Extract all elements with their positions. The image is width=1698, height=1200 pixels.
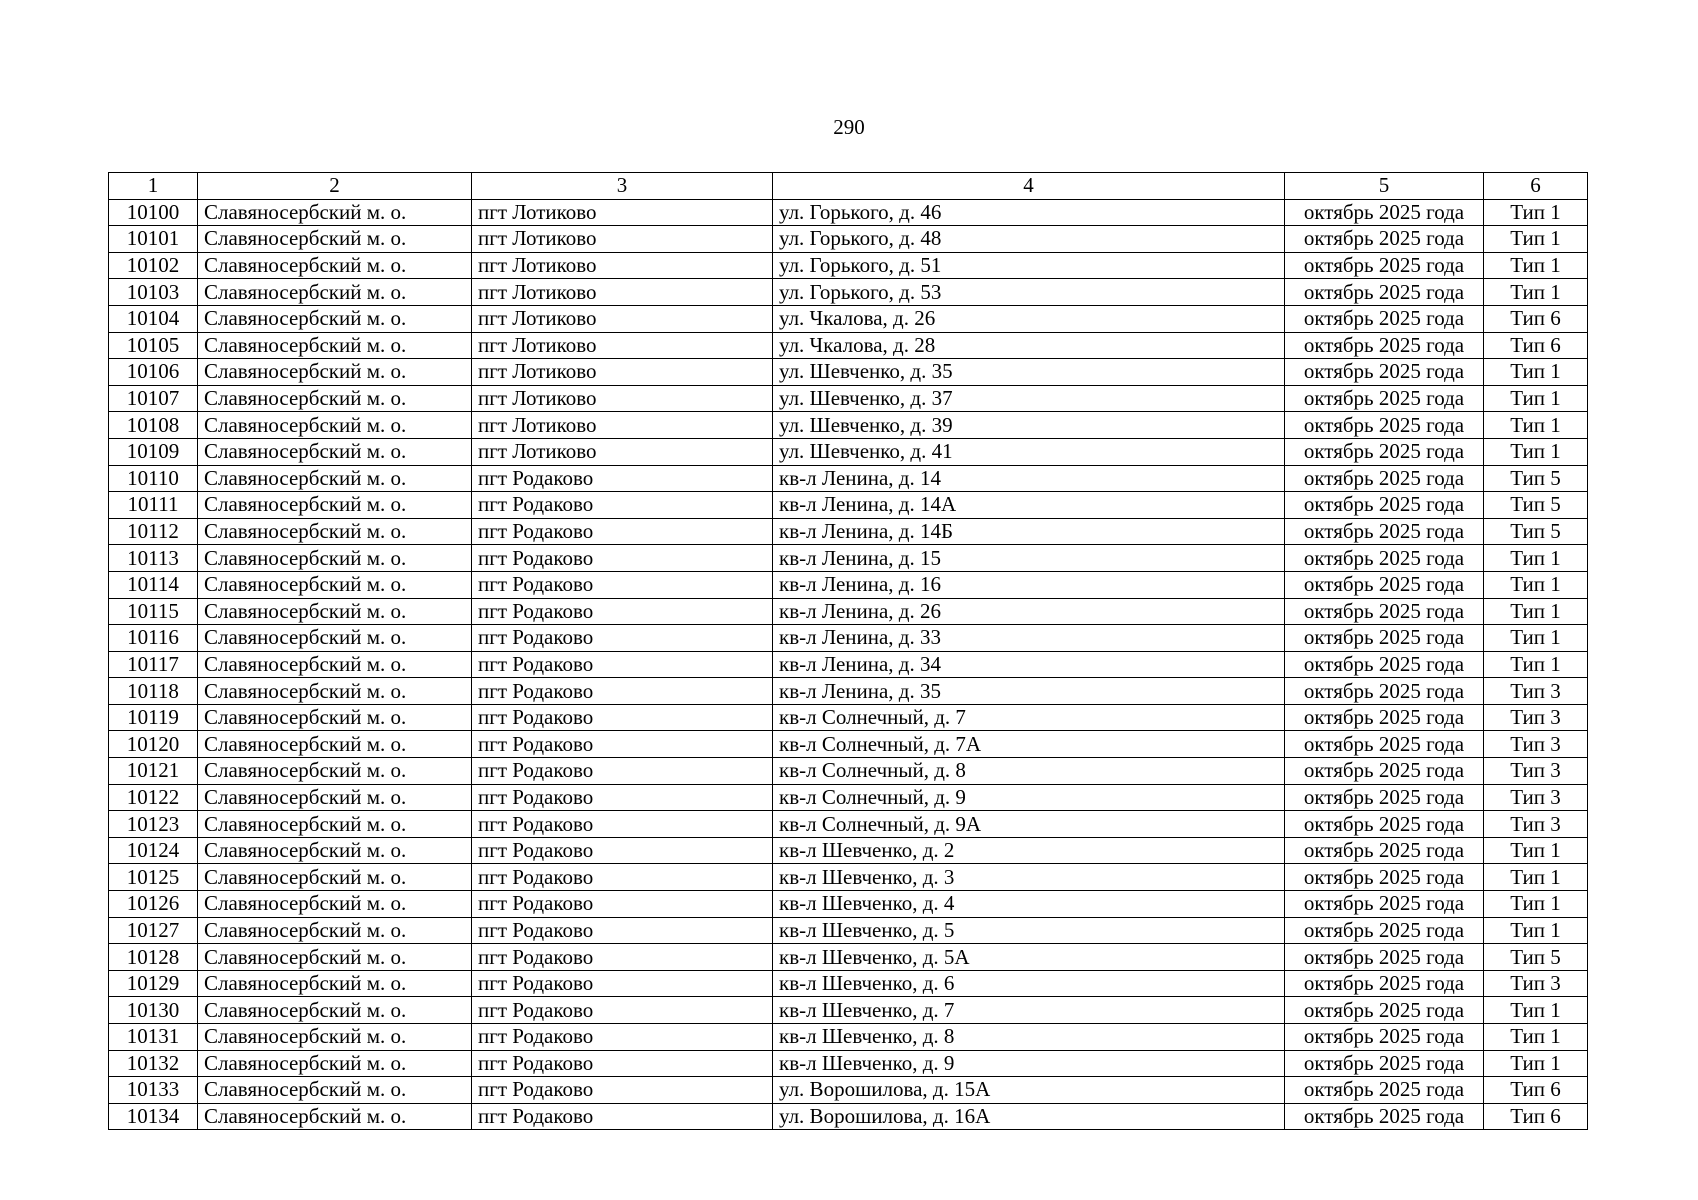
address-cell: кв-л Шевченко, д. 4 (773, 891, 1285, 918)
district-cell: Славяносербский м. о. (198, 199, 472, 226)
settlement-cell: пгт Родаково (472, 1050, 773, 1077)
row-id: 10131 (109, 1024, 198, 1051)
type-cell: Тип 1 (1484, 625, 1588, 652)
row-id: 10123 (109, 811, 198, 838)
type-cell: Тип 1 (1484, 571, 1588, 598)
table-row (109, 917, 1588, 944)
type-cell: Тип 1 (1484, 917, 1588, 944)
district-cell: Славяносербский м. о. (198, 970, 472, 997)
row-id: 10122 (109, 784, 198, 811)
type-cell: Тип 5 (1484, 465, 1588, 492)
settlement-cell: пгт Родаково (472, 465, 773, 492)
table-row (109, 305, 1588, 332)
address-cell: кв-л Шевченко, д. 2 (773, 837, 1285, 864)
date-cell: октябрь 2025 года (1285, 332, 1484, 359)
address-cell: ул. Ворошилова, д. 15А (773, 1077, 1285, 1104)
type-cell: Тип 3 (1484, 784, 1588, 811)
type-cell: Тип 6 (1484, 1103, 1588, 1130)
row-id: 10121 (109, 758, 198, 785)
date-cell: октябрь 2025 года (1285, 279, 1484, 306)
row-id: 10106 (109, 359, 198, 386)
district-cell: Славяносербский м. о. (198, 864, 472, 891)
settlement-cell: пгт Родаково (472, 678, 773, 705)
district-cell: Славяносербский м. о. (198, 332, 472, 359)
table-row (109, 1103, 1588, 1130)
column-number-header: 1 (109, 173, 198, 200)
date-cell: октябрь 2025 года (1285, 438, 1484, 465)
type-cell: Тип 5 (1484, 492, 1588, 519)
settlement-cell: пгт Родаково (472, 1103, 773, 1130)
address-cell: кв-л Ленина, д. 14А (773, 492, 1285, 519)
row-id: 10124 (109, 837, 198, 864)
district-cell: Славяносербский м. о. (198, 252, 472, 279)
date-cell: октябрь 2025 года (1285, 305, 1484, 332)
row-id: 10111 (109, 492, 198, 519)
date-cell: октябрь 2025 года (1285, 944, 1484, 971)
row-id: 10102 (109, 252, 198, 279)
date-cell: октябрь 2025 года (1285, 1050, 1484, 1077)
date-cell: октябрь 2025 года (1285, 704, 1484, 731)
row-id: 10133 (109, 1077, 198, 1104)
row-id: 10134 (109, 1103, 198, 1130)
settlement-cell: пгт Лотиково (472, 332, 773, 359)
settlement-cell: пгт Родаково (472, 731, 773, 758)
table-row (109, 518, 1588, 545)
table-row (109, 385, 1588, 412)
address-cell: ул. Чкалова, д. 28 (773, 332, 1285, 359)
type-cell: Тип 3 (1484, 678, 1588, 705)
date-cell: октябрь 2025 года (1285, 678, 1484, 705)
settlement-cell: пгт Родаково (472, 811, 773, 838)
address-table (108, 172, 1588, 1130)
settlement-cell: пгт Лотиково (472, 385, 773, 412)
row-id: 10119 (109, 704, 198, 731)
address-cell: ул. Шевченко, д. 39 (773, 412, 1285, 439)
settlement-cell: пгт Родаково (472, 598, 773, 625)
date-cell: октябрь 2025 года (1285, 465, 1484, 492)
address-cell: кв-л Солнечный, д. 7 (773, 704, 1285, 731)
row-id: 10132 (109, 1050, 198, 1077)
date-cell: октябрь 2025 года (1285, 784, 1484, 811)
type-cell: Тип 1 (1484, 891, 1588, 918)
table-header-row (109, 173, 1588, 200)
settlement-cell: пгт Лотиково (472, 359, 773, 386)
row-id: 10101 (109, 226, 198, 253)
address-cell: кв-л Солнечный, д. 9А (773, 811, 1285, 838)
table-row (109, 545, 1588, 572)
row-id: 10125 (109, 864, 198, 891)
date-cell: октябрь 2025 года (1285, 1077, 1484, 1104)
date-cell: октябрь 2025 года (1285, 226, 1484, 253)
table-row (109, 837, 1588, 864)
district-cell: Славяносербский м. о. (198, 438, 472, 465)
type-cell: Тип 6 (1484, 305, 1588, 332)
settlement-cell: пгт Родаково (472, 704, 773, 731)
type-cell: Тип 1 (1484, 385, 1588, 412)
type-cell: Тип 1 (1484, 1050, 1588, 1077)
table-row (109, 784, 1588, 811)
settlement-cell: пгт Родаково (472, 758, 773, 785)
table-body (109, 173, 1588, 1130)
row-id: 10105 (109, 332, 198, 359)
address-cell: ул. Горького, д. 53 (773, 279, 1285, 306)
table-row (109, 891, 1588, 918)
district-cell: Славяносербский м. о. (198, 412, 472, 439)
settlement-cell: пгт Родаково (472, 970, 773, 997)
settlement-cell: пгт Родаково (472, 571, 773, 598)
district-cell: Славяносербский м. о. (198, 625, 472, 652)
district-cell: Славяносербский м. о. (198, 837, 472, 864)
district-cell: Славяносербский м. о. (198, 784, 472, 811)
settlement-cell: пгт Родаково (472, 1024, 773, 1051)
district-cell: Славяносербский м. о. (198, 1024, 472, 1051)
table-row (109, 678, 1588, 705)
type-cell: Тип 3 (1484, 731, 1588, 758)
district-cell: Славяносербский м. о. (198, 891, 472, 918)
type-cell: Тип 1 (1484, 837, 1588, 864)
type-cell: Тип 6 (1484, 332, 1588, 359)
address-cell: кв-л Шевченко, д. 8 (773, 1024, 1285, 1051)
table-row (109, 1024, 1588, 1051)
type-cell: Тип 1 (1484, 997, 1588, 1024)
row-id: 10103 (109, 279, 198, 306)
settlement-cell: пгт Родаково (472, 492, 773, 519)
address-cell: кв-л Солнечный, д. 9 (773, 784, 1285, 811)
date-cell: октябрь 2025 года (1285, 385, 1484, 412)
row-id: 10100 (109, 199, 198, 226)
type-cell: Тип 1 (1484, 199, 1588, 226)
settlement-cell: пгт Родаково (472, 1077, 773, 1104)
type-cell: Тип 1 (1484, 279, 1588, 306)
address-cell: кв-л Ленина, д. 15 (773, 545, 1285, 572)
address-cell: кв-л Ленина, д. 14 (773, 465, 1285, 492)
row-id: 10120 (109, 731, 198, 758)
settlement-cell: пгт Лотиково (472, 305, 773, 332)
date-cell: октябрь 2025 года (1285, 598, 1484, 625)
type-cell: Тип 1 (1484, 1024, 1588, 1051)
column-number-header: 2 (198, 173, 472, 200)
settlement-cell: пгт Родаково (472, 545, 773, 572)
address-cell: кв-л Шевченко, д. 7 (773, 997, 1285, 1024)
district-cell: Славяносербский м. о. (198, 811, 472, 838)
settlement-cell: пгт Родаково (472, 997, 773, 1024)
type-cell: Тип 1 (1484, 226, 1588, 253)
address-cell: кв-л Ленина, д. 26 (773, 598, 1285, 625)
district-cell: Славяносербский м. о. (198, 545, 472, 572)
type-cell: Тип 3 (1484, 970, 1588, 997)
table-row (109, 1077, 1588, 1104)
row-id: 10107 (109, 385, 198, 412)
district-cell: Славяносербский м. о. (198, 1077, 472, 1104)
date-cell: октябрь 2025 года (1285, 731, 1484, 758)
row-id: 10104 (109, 305, 198, 332)
row-id: 10115 (109, 598, 198, 625)
row-id: 10118 (109, 678, 198, 705)
type-cell: Тип 3 (1484, 811, 1588, 838)
address-cell: ул. Ворошилова, д. 16А (773, 1103, 1285, 1130)
date-cell: октябрь 2025 года (1285, 518, 1484, 545)
table-row (109, 1050, 1588, 1077)
settlement-cell: пгт Родаково (472, 837, 773, 864)
settlement-cell: пгт Родаково (472, 917, 773, 944)
district-cell: Славяносербский м. о. (198, 598, 472, 625)
table-row (109, 279, 1588, 306)
type-cell: Тип 1 (1484, 651, 1588, 678)
address-cell: ул. Шевченко, д. 37 (773, 385, 1285, 412)
district-cell: Славяносербский м. о. (198, 571, 472, 598)
address-cell: кв-л Ленина, д. 14Б (773, 518, 1285, 545)
district-cell: Славяносербский м. о. (198, 385, 472, 412)
page-number: 290 (833, 115, 865, 139)
column-number-header: 4 (773, 173, 1285, 200)
row-id: 10116 (109, 625, 198, 652)
district-cell: Славяносербский м. о. (198, 305, 472, 332)
address-cell: ул. Чкалова, д. 26 (773, 305, 1285, 332)
date-cell: октябрь 2025 года (1285, 997, 1484, 1024)
settlement-cell: пгт Родаково (472, 891, 773, 918)
settlement-cell: пгт Родаково (472, 944, 773, 971)
table-row (109, 731, 1588, 758)
address-cell: кв-л Шевченко, д. 3 (773, 864, 1285, 891)
settlement-cell: пгт Родаково (472, 625, 773, 652)
type-cell: Тип 1 (1484, 438, 1588, 465)
address-cell: кв-л Шевченко, д. 5 (773, 917, 1285, 944)
district-cell: Славяносербский м. о. (198, 1103, 472, 1130)
date-cell: октябрь 2025 года (1285, 970, 1484, 997)
district-cell: Славяносербский м. о. (198, 651, 472, 678)
date-cell: октябрь 2025 года (1285, 625, 1484, 652)
address-cell: ул. Шевченко, д. 41 (773, 438, 1285, 465)
type-cell: Тип 1 (1484, 598, 1588, 625)
district-cell: Славяносербский м. о. (198, 279, 472, 306)
date-cell: октябрь 2025 года (1285, 571, 1484, 598)
address-cell: ул. Шевченко, д. 35 (773, 359, 1285, 386)
settlement-cell: пгт Лотиково (472, 438, 773, 465)
table-row (109, 758, 1588, 785)
district-cell: Славяносербский м. о. (198, 359, 472, 386)
table-row (109, 359, 1588, 386)
row-id: 10128 (109, 944, 198, 971)
table-row (109, 438, 1588, 465)
type-cell: Тип 3 (1484, 704, 1588, 731)
settlement-cell: пгт Лотиково (472, 226, 773, 253)
date-cell: октябрь 2025 года (1285, 811, 1484, 838)
settlement-cell: пгт Лотиково (472, 252, 773, 279)
date-cell: октябрь 2025 года (1285, 891, 1484, 918)
address-cell: кв-л Ленина, д. 35 (773, 678, 1285, 705)
date-cell: октябрь 2025 года (1285, 252, 1484, 279)
date-cell: октябрь 2025 года (1285, 758, 1484, 785)
row-id: 10117 (109, 651, 198, 678)
address-cell: ул. Горького, д. 46 (773, 199, 1285, 226)
date-cell: октябрь 2025 года (1285, 492, 1484, 519)
settlement-cell: пгт Лотиково (472, 279, 773, 306)
row-id: 10114 (109, 571, 198, 598)
column-number-header: 6 (1484, 173, 1588, 200)
date-cell: октябрь 2025 года (1285, 837, 1484, 864)
address-cell: кв-л Солнечный, д. 8 (773, 758, 1285, 785)
district-cell: Славяносербский м. о. (198, 518, 472, 545)
row-id: 10109 (109, 438, 198, 465)
type-cell: Тип 1 (1484, 412, 1588, 439)
settlement-cell: пгт Родаково (472, 864, 773, 891)
table-row (109, 199, 1588, 226)
table-row (109, 492, 1588, 519)
district-cell: Славяносербский м. о. (198, 917, 472, 944)
district-cell: Славяносербский м. о. (198, 492, 472, 519)
table-row (109, 571, 1588, 598)
table-row (109, 944, 1588, 971)
address-cell: кв-л Ленина, д. 33 (773, 625, 1285, 652)
date-cell: октябрь 2025 года (1285, 917, 1484, 944)
settlement-cell: пгт Лотиково (472, 412, 773, 439)
district-cell: Славяносербский м. о. (198, 944, 472, 971)
table-row (109, 226, 1588, 253)
row-id: 10129 (109, 970, 198, 997)
row-id: 10127 (109, 917, 198, 944)
row-id: 10108 (109, 412, 198, 439)
address-cell: кв-л Ленина, д. 16 (773, 571, 1285, 598)
table-row (109, 598, 1588, 625)
table-row (109, 465, 1588, 492)
address-cell: кв-л Шевченко, д. 5А (773, 944, 1285, 971)
row-id: 10113 (109, 545, 198, 572)
date-cell: октябрь 2025 года (1285, 651, 1484, 678)
table-row (109, 252, 1588, 279)
row-id: 10110 (109, 465, 198, 492)
table-row (109, 651, 1588, 678)
settlement-cell: пгт Лотиково (472, 199, 773, 226)
table-row (109, 997, 1588, 1024)
type-cell: Тип 6 (1484, 1077, 1588, 1104)
type-cell: Тип 1 (1484, 864, 1588, 891)
district-cell: Славяносербский м. о. (198, 465, 472, 492)
column-number-header: 5 (1285, 173, 1484, 200)
table-row (109, 864, 1588, 891)
type-cell: Тип 1 (1484, 252, 1588, 279)
type-cell: Тип 5 (1484, 518, 1588, 545)
date-cell: октябрь 2025 года (1285, 1024, 1484, 1051)
settlement-cell: пгт Родаково (472, 784, 773, 811)
type-cell: Тип 3 (1484, 758, 1588, 785)
district-cell: Славяносербский м. о. (198, 758, 472, 785)
table-row (109, 811, 1588, 838)
date-cell: октябрь 2025 года (1285, 545, 1484, 572)
address-cell: кв-л Шевченко, д. 6 (773, 970, 1285, 997)
address-cell: ул. Горького, д. 48 (773, 226, 1285, 253)
district-cell: Славяносербский м. о. (198, 704, 472, 731)
settlement-cell: пгт Родаково (472, 651, 773, 678)
column-number-header: 3 (472, 173, 773, 200)
district-cell: Славяносербский м. о. (198, 226, 472, 253)
district-cell: Славяносербский м. о. (198, 997, 472, 1024)
settlement-cell: пгт Родаково (472, 518, 773, 545)
table-row (109, 332, 1588, 359)
type-cell: Тип 5 (1484, 944, 1588, 971)
district-cell: Славяносербский м. о. (198, 731, 472, 758)
date-cell: октябрь 2025 года (1285, 412, 1484, 439)
date-cell: октябрь 2025 года (1285, 864, 1484, 891)
address-cell: кв-л Шевченко, д. 9 (773, 1050, 1285, 1077)
table-row (109, 970, 1588, 997)
district-cell: Славяносербский м. о. (198, 678, 472, 705)
table-row (109, 412, 1588, 439)
table-row (109, 625, 1588, 652)
date-cell: октябрь 2025 года (1285, 199, 1484, 226)
type-cell: Тип 1 (1484, 359, 1588, 386)
address-cell: кв-л Ленина, д. 34 (773, 651, 1285, 678)
address-cell: ул. Горького, д. 51 (773, 252, 1285, 279)
address-cell: кв-л Солнечный, д. 7А (773, 731, 1285, 758)
row-id: 10126 (109, 891, 198, 918)
district-cell: Славяносербский м. о. (198, 1050, 472, 1077)
date-cell: октябрь 2025 года (1285, 359, 1484, 386)
type-cell: Тип 1 (1484, 545, 1588, 572)
date-cell: октябрь 2025 года (1285, 1103, 1484, 1130)
row-id: 10130 (109, 997, 198, 1024)
row-id: 10112 (109, 518, 198, 545)
table-row (109, 704, 1588, 731)
